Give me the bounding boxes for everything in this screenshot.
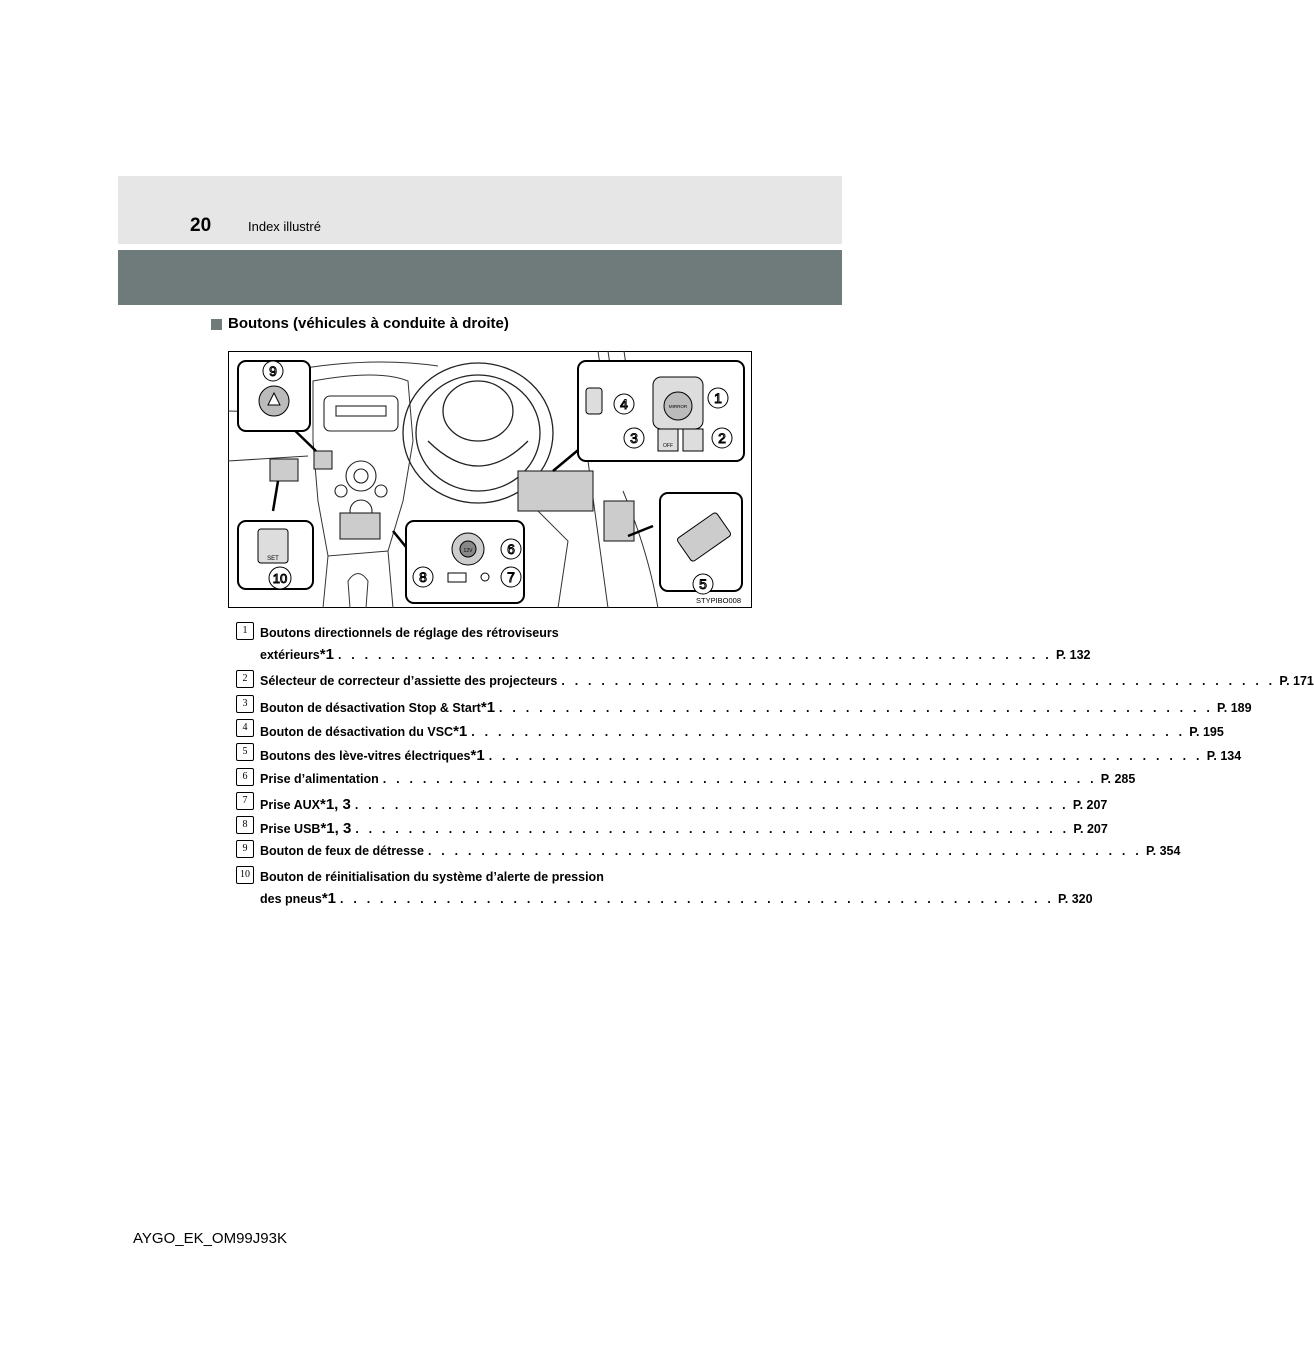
entry-label: Bouton de désactivation Stop & Start (260, 701, 481, 715)
entry-number: 6 (236, 768, 254, 786)
header-band (118, 250, 842, 305)
entry-label: Bouton de désactivation du VSC (260, 725, 454, 739)
entry-label-line1: Bouton de réinitialisation du système d’alerte de pression (260, 870, 604, 884)
12v-label: 12V (463, 548, 473, 554)
leader-dots: . . . . . . . . . . . . . . . . . . . . . . . . . . . . . . . . . . . . . . . . . . . . . . . . . . . . . . (488, 749, 1203, 763)
entry-label: des pneus (260, 892, 322, 906)
mirror-button-text: MIRROR (668, 404, 688, 409)
callout-10: 10 (272, 571, 288, 586)
entry-footnote: *1 (319, 646, 334, 663)
entry-page-ref[interactable]: P. 189 (1217, 701, 1252, 715)
entry-page-ref[interactable]: P. 285 (1100, 772, 1136, 786)
entry-footnote: *1 (480, 699, 496, 716)
callout-8: 8 (419, 569, 427, 585)
entry-page-ref[interactable]: P. 195 (1189, 725, 1224, 739)
leader-dots: . . . . . . . . . . . . . . . . . . . . . . . . . . . . . . . . . . . . . . . . . . . . . . . . . . . . . . (471, 725, 1186, 739)
callout-2: 2 (718, 430, 726, 446)
set-button-text: SET (267, 556, 279, 562)
callout-5: 5 (699, 576, 707, 592)
dashboard-illustration (228, 351, 752, 608)
entry-number: 2 (236, 670, 254, 688)
callout-7: 7 (507, 569, 515, 585)
entry-page-ref[interactable]: P. 320 (1058, 892, 1093, 906)
entry-footnote: *1, 3 (319, 796, 351, 813)
entry-label: Boutons des lève-vitres électriques (260, 749, 471, 763)
page-number: 20 (190, 215, 212, 236)
entry-label-line1: Boutons directionnels de réglage des rétroviseurs (260, 626, 559, 640)
callout-1: 1 (714, 390, 722, 406)
entry-page-ref[interactable]: P. 134 (1206, 749, 1242, 763)
callout-4: 4 (620, 396, 628, 412)
entry-label: Sélecteur de correcteur d’assiette des projecteurs (260, 674, 558, 688)
callout-6: 6 (507, 541, 515, 557)
leader-dots: . . . . . . . . . . . . . . . . . . . . . . . . . . . . . . . . . . . . . . . . . . . . . . . . . . . . . . (499, 701, 1214, 715)
leader-dots: . . . . . . . . . . . . . . . . . . . . . . . . . . . . . . . . . . . . . . . . . . . . . . . . . . . . . . (340, 892, 1055, 906)
heading-square-icon (211, 319, 222, 330)
entry-page-ref[interactable]: P. 132 (1055, 648, 1091, 662)
section-title: Index illustré (248, 219, 321, 234)
callout-3: 3 (630, 430, 638, 446)
entry-page-ref[interactable]: P. 207 (1073, 822, 1108, 836)
entry-number: 3 (236, 695, 254, 713)
leader-dots: . . . . . . . . . . . . . . . . . . . . . . . . . . . . . . . . . . . . . . . . . . . . . . . . . . . . . . (337, 648, 1052, 662)
off-button-text: OFF (663, 443, 673, 449)
leader-dots: . . . . . . . . . . . . . . . . . . . . . . . . . . . . . . . . . . . . . . . . . . . . . . . . . . . . . . (354, 798, 1069, 812)
leader-dots: . . . . . . . . . . . . . . . . . . . . . . . . . . . . . . . . . . . . . . . . . . . . . . . . . . . . . . (355, 822, 1070, 836)
entry-label: extérieurs (260, 648, 320, 662)
entry-number: 10 (236, 866, 254, 884)
entry-label: Bouton de feux de détresse (260, 844, 424, 858)
entry-number: 8 (236, 816, 254, 834)
entry-label: Prise d’alimentation (260, 772, 379, 786)
entry-number: 7 (236, 792, 254, 810)
header-bar (118, 176, 842, 244)
entry-number: 4 (236, 719, 254, 737)
entry-page-ref[interactable]: P. 207 (1072, 798, 1108, 812)
callout-9: 9 (269, 363, 277, 379)
entry-page-ref[interactable]: P. 171 (1279, 674, 1314, 688)
entry-footnote: *1 (470, 747, 485, 764)
entry-label: Prise USB (260, 822, 321, 836)
leader-dots: . . . . . . . . . . . . . . . . . . . . . . . . . . . . . . . . . . . . . . . . . . . . . . . . . . . . . . (382, 772, 1097, 786)
section-heading: Boutons (véhicules à conduite à droite) (228, 315, 509, 332)
leader-dots: . . . . . . . . . . . . . . . . . . . . . . . . . . . . . . . . . . . . . . . . . . . . . . . . . . . . . . (427, 844, 1142, 858)
document-code: AYGO_EK_OM99J93K (133, 1230, 287, 1247)
entry-footnote: *1, 3 (320, 820, 352, 837)
entry-number: 1 (236, 622, 254, 640)
entry-number: 9 (236, 840, 254, 858)
leader-dots: . . . . . . . . . . . . . . . . . . . . . . . . . . . . . . . . . . . . . . . . . . . . . . . . . . . . . . (561, 674, 1276, 688)
entry-page-ref[interactable]: P. 354 (1145, 844, 1181, 858)
figure-code: STYPIBO008 (696, 596, 742, 605)
entry-footnote: *1 (321, 890, 337, 907)
entry-number: 5 (236, 743, 254, 761)
entry-label: Prise AUX (260, 798, 320, 812)
entry-footnote: *1 (453, 723, 468, 740)
